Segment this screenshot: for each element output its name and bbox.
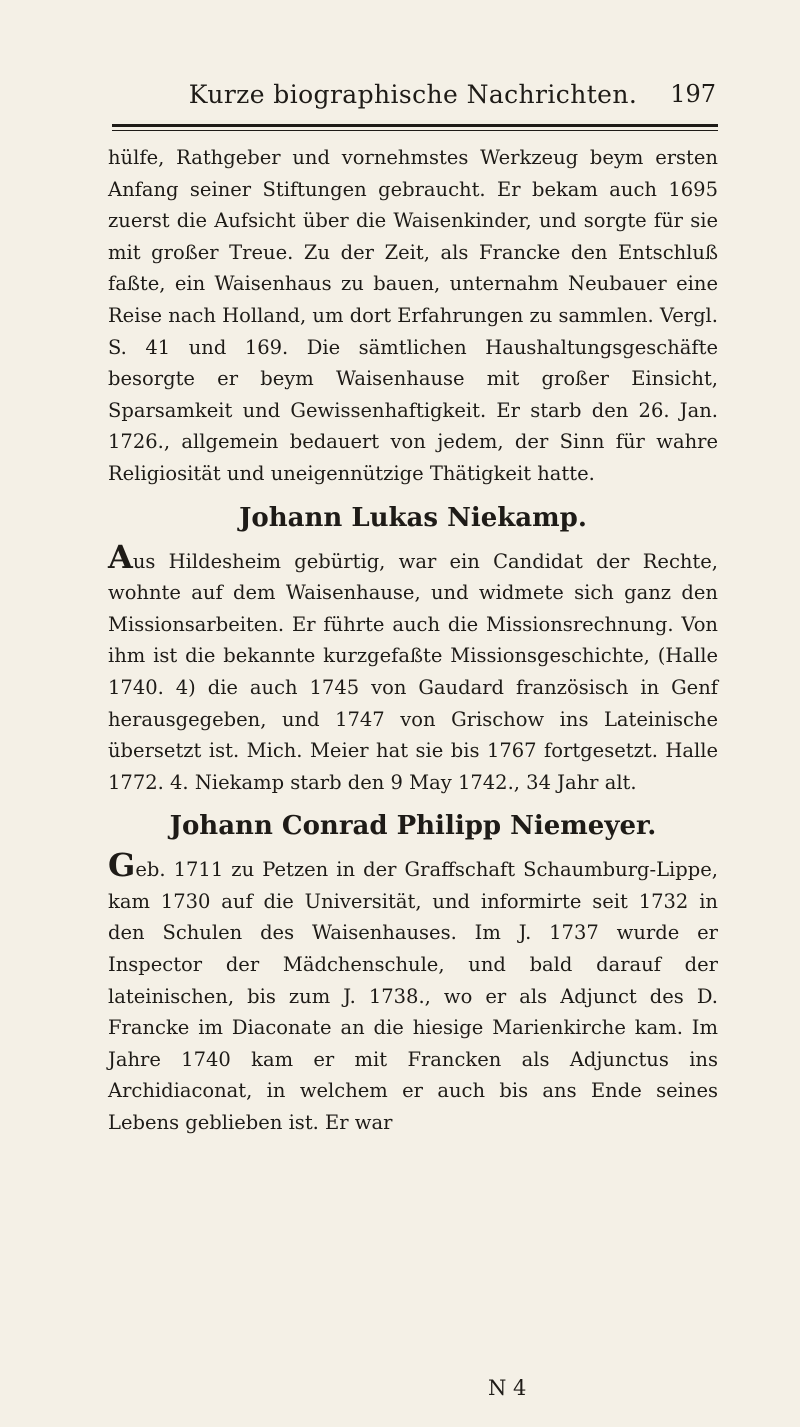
section-heading: Johann Conrad Philipp Niemeyer.: [169, 811, 657, 842]
header-rule-thin: [112, 130, 718, 131]
section-text: Aus Hildesheim gebürtig, war ein Candidat der Rechte, wohnte auf dem Waisenhause, und widmete sich ganz den Missionsarbeiten. Er führte auch die Missionsrechnung. Von ihm ist die bekannte kurzgefaßte Missionsgeschichte, (Halle 1740. 4) die auch 1745 von Gaudard französisch in Genf herausgegeben, und 1747 von Grischow ins Lateinische übersetzt ist. Mich. Meier hat sie bis 1767 fortgesetzt. Halle 1772. 4. Niekamp starb den 9 May 1742., 34 Jahr alt.: [108, 537, 718, 794]
page-header: [110, 74, 716, 114]
body-paragraph: hülfe, Rathgeber und vornehmstes Werkzeug beym ersten Anfang seiner Stiftungen gebraucht. Er bekam auch 1695 zuerst die Aufsicht über die Waisenkinder, und sorgte für sie mit großer Treue. Zu der Zeit, als Francke den Entschluß faßte, ein Waisenhaus zu bauen, unternahm Neubauer eine Reise nach Holland, um dort Erfahrungen zu sammlen. Vergl. S. 41 und 169. Die sämtlichen Haushaltungsgeschäfte besorgte er beym Waisenhause mit großer Einsicht, Sparsamkeit und Gewissenhaftigkeit. Er starb den 26. Jan. 1726., allgemein bedauert von jedem, der Sinn für wahre Religiosität und uneigennützige Thätigkeit hatte.: [108, 146, 718, 485]
page-number: 197: [670, 80, 716, 108]
running-title: Kurze biographische Nachrichten.: [188, 79, 638, 109]
page-body: [108, 142, 718, 1139]
header-rule: [112, 124, 718, 127]
signature-mark: N 4: [488, 1376, 527, 1400]
section-text: Geb. 1711 zu Petzen in der Graffschaft Schaumburg-Lippe, kam 1730 auf die Universität, und informirte seit 1732 in den Schulen des Waisenhauses. Im J. 1737 wurde er Inspector der Mädchenschule, und bald darauf der lateinischen, bis zum J. 1738., wo er als Adjunct des D. Francke im Diaconate an die hiesige Marienkirche kam. Im Jahre 1740 kam er mit Francken als Adjunctus ins Archidiaconat, in welchem er auch bis ans Ende seines Lebens geblieben ist. Er war: [108, 846, 718, 1135]
section-heading: Johann Lukas Niekamp.: [239, 502, 587, 533]
